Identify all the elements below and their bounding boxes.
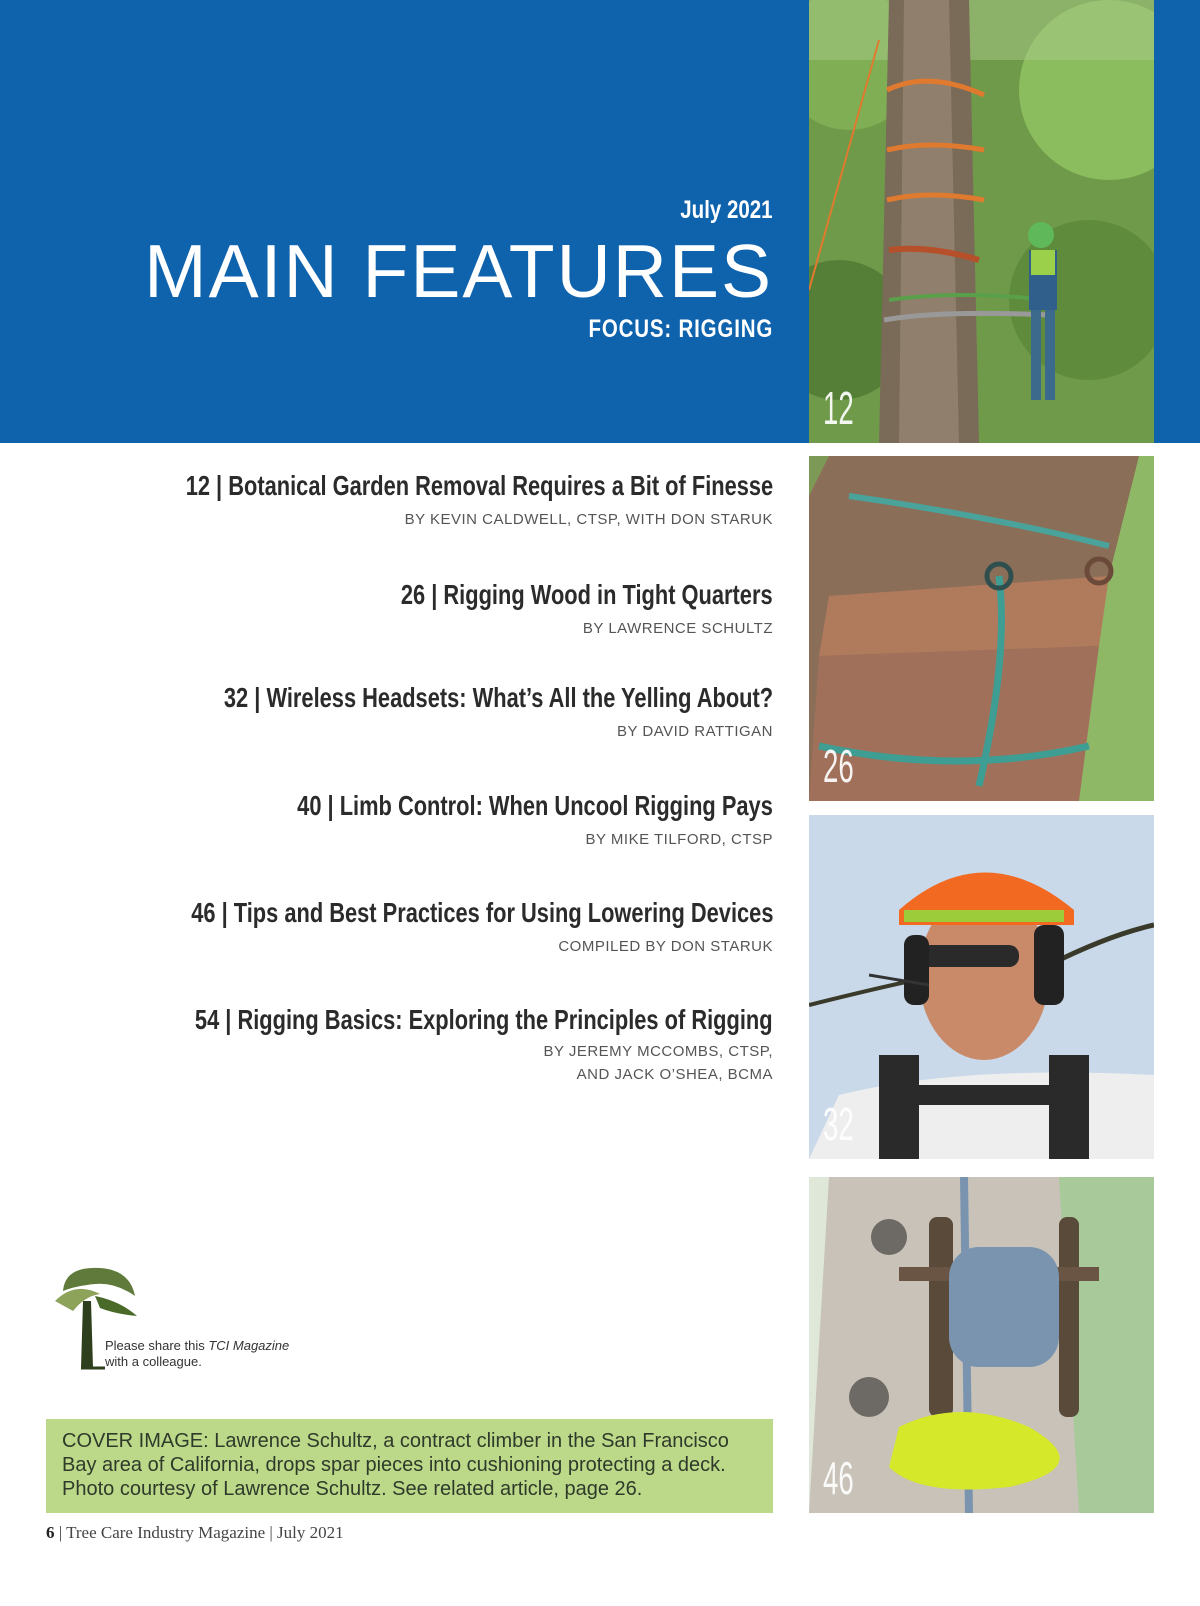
tree-climber-photo[interactable]	[809, 0, 1154, 443]
rope-rigging-photo[interactable]	[809, 456, 1154, 801]
feature-title[interactable]: 12 | Botanical Garden Removal Requires a Bit of Finesse	[185, 470, 773, 501]
share-text	[105, 1338, 289, 1370]
photo-page-number: 46	[823, 1452, 854, 1504]
photo-page-number: 12	[823, 382, 854, 434]
photo-page-number: 32	[823, 1098, 854, 1150]
feature-byline: BY DAVID RATTIGAN	[616, 723, 773, 740]
feature-item[interactable]	[32, 1004, 773, 1086]
share-text-prefix: Please share this	[105, 1338, 209, 1353]
page-title: MAIN FEATURES	[144, 229, 773, 313]
page-footer	[46, 1523, 344, 1543]
feature-item[interactable]	[163, 790, 773, 851]
focus-subtitle: FOCUS: RIGGING	[588, 315, 773, 343]
issue-date: July 2021	[680, 196, 773, 224]
feature-item[interactable]	[20, 470, 773, 531]
magazine-name: TCI Magazine	[208, 1338, 290, 1353]
feature-title[interactable]: 32 | Wireless Headsets: What’s All the Yelling About?	[223, 682, 773, 713]
feature-byline: COMPILED BY DON STARUK	[558, 938, 773, 955]
feature-byline-continued: AND JACK O’SHEA, BCMA	[576, 1066, 773, 1083]
feature-byline: BY MIKE TILFORD, CTSP	[585, 831, 773, 848]
feature-byline: BY KEVIN CALDWELL, CTSP, WITH DON STARUK	[404, 511, 773, 528]
share-logo[interactable]	[45, 1256, 305, 1371]
lowering-device-photo[interactable]	[809, 1177, 1154, 1513]
feature-byline: BY LAWRENCE SCHULTZ	[582, 620, 773, 637]
page-number: 6	[46, 1523, 55, 1542]
worker-headset-photo[interactable]	[809, 815, 1154, 1159]
footer-text: | Tree Care Industry Magazine | July 2021	[54, 1523, 344, 1542]
feature-title[interactable]: 26 | Rigging Wood in Tight Quarters	[401, 579, 773, 610]
feature-title[interactable]: 46 | Tips and Best Practices for Using Lowering Devices	[190, 897, 773, 928]
share-text-line2: with a colleague.	[105, 1354, 202, 1369]
feature-title[interactable]: 54 | Rigging Basics: Exploring the Principles of Rigging	[195, 1004, 773, 1035]
feature-byline: BY JEREMY MCCOMBS, CTSP,	[543, 1043, 773, 1060]
feature-item[interactable]	[296, 579, 773, 640]
feature-title[interactable]: 40 | Limb Control: When Uncool Rigging Pays	[297, 790, 773, 821]
feature-item[interactable]	[27, 897, 773, 958]
feature-item[interactable]	[69, 682, 773, 743]
cover-caption: COVER IMAGE: Lawrence Schultz, a contract climber in the San Francisco Bay area of California, drops spar pieces into cushioning protecting a deck. Photo courtesy of Lawrence Schultz. See related article, page 26.	[46, 1419, 773, 1513]
photo-page-number: 26	[823, 740, 854, 792]
